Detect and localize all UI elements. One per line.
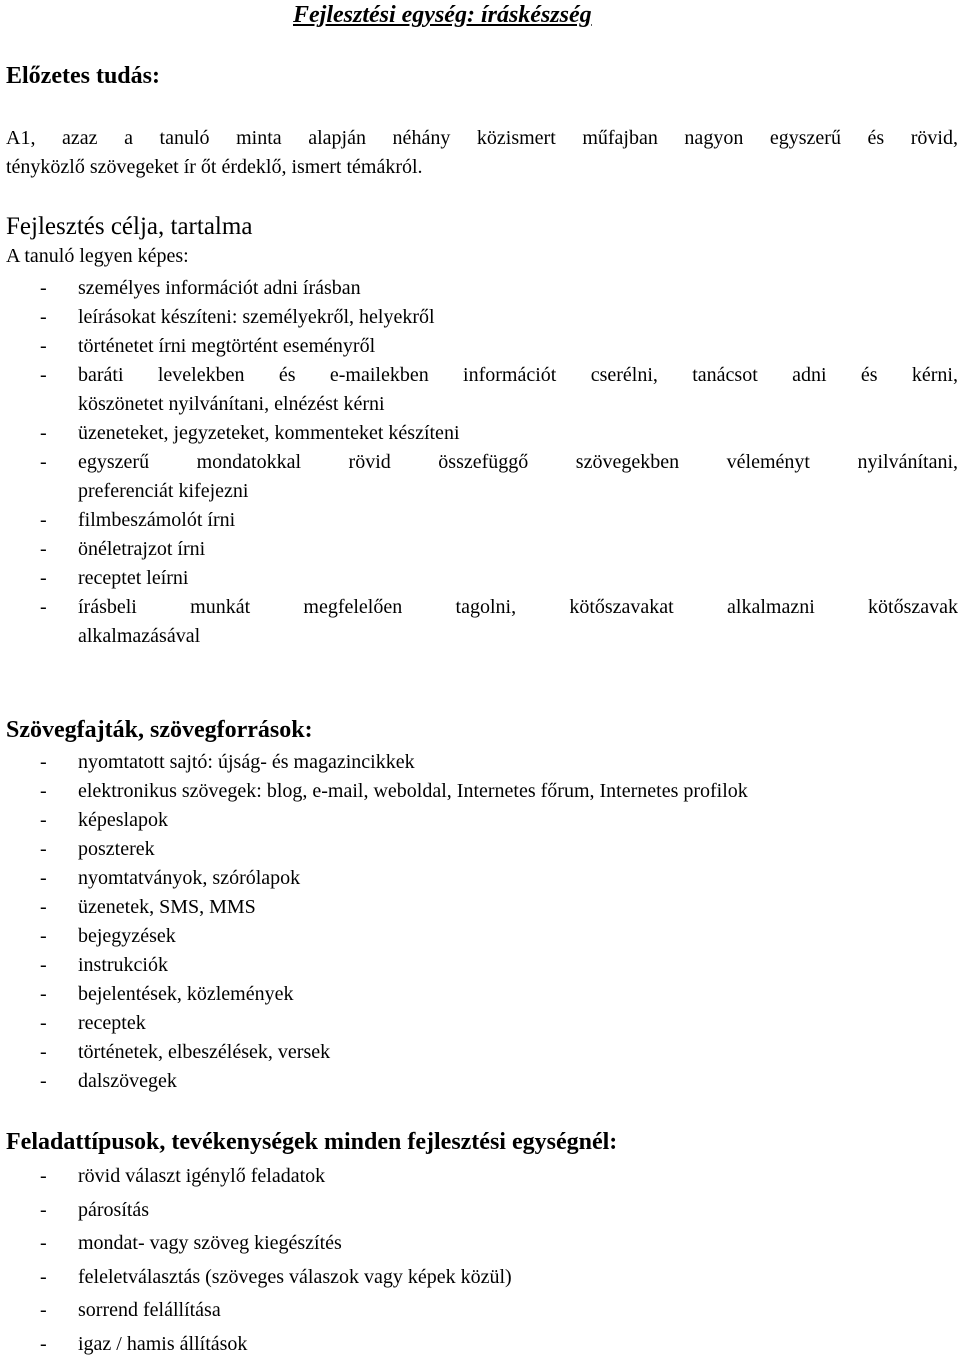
goals-subheading: A tanuló legyen képes: xyxy=(6,245,189,268)
list-item-text: nyomtatott sajtó: újság- és magazincikkek xyxy=(78,748,958,777)
list-item xyxy=(4,564,958,593)
list-item xyxy=(4,361,958,419)
list-item-text: történetek, elbeszélések, versek xyxy=(78,1038,958,1067)
list-dash: - xyxy=(40,864,47,893)
list-item-text: bejegyzések xyxy=(78,922,958,951)
list-item xyxy=(4,864,958,893)
list-dash: - xyxy=(40,332,47,361)
list-item xyxy=(4,1194,958,1228)
list-item-text: receptek xyxy=(78,1009,958,1038)
list-item-text: igaz / hamis állítások xyxy=(78,1328,958,1361)
list-item-text: feleletválasztás (szöveges válaszok vagy képek közül) xyxy=(78,1261,958,1295)
list-item-text: írásbeli munkát megfelelően tagolni, kötőszavakat alkalmazni kötőszavak xyxy=(78,593,958,622)
list-item-text: nyomtatványok, szórólapok xyxy=(78,864,958,893)
list-item xyxy=(4,593,958,651)
list-item xyxy=(4,1038,958,1067)
list-item-text: sorrend felállítása xyxy=(78,1294,958,1328)
list-item xyxy=(4,835,958,864)
prior-knowledge-heading: Előzetes tudás: xyxy=(6,63,160,90)
list-item-text: filmbeszámolót írni xyxy=(78,506,958,535)
list-item xyxy=(4,951,958,980)
list-item-text: párosítás xyxy=(78,1194,958,1228)
prior-knowledge-line-2: tényközlő szövegeket ír őt érdeklő, ismert témákról. xyxy=(6,153,958,182)
list-item-text: bejelentések, közlemények xyxy=(78,980,958,1009)
list-item xyxy=(4,893,958,922)
list-item-text: poszterek xyxy=(78,835,958,864)
prior-knowledge-line-1: A1, azaz a tanuló minta alapján néhány közismert műfajban nagyon egyszerű és rövid, xyxy=(6,124,958,153)
list-item-text: leírásokat készíteni: személyekről, helyekről xyxy=(78,303,958,332)
list-dash: - xyxy=(40,777,47,806)
list-item-text: instrukciók xyxy=(78,951,958,980)
list-dash: - xyxy=(40,980,47,1009)
list-item xyxy=(4,1294,958,1328)
list-dash: - xyxy=(40,361,47,390)
list-dash: - xyxy=(40,748,47,777)
text-types-list xyxy=(4,748,958,1096)
list-item-text: egyszerű mondatokkal rövid összefüggő szövegekben véleményt nyilvánítani, xyxy=(78,448,958,477)
goals-heading: Fejlesztés célja, tartalma xyxy=(6,213,252,241)
prior-knowledge-paragraph xyxy=(6,124,958,182)
list-item xyxy=(4,980,958,1009)
list-item xyxy=(4,448,958,506)
goals-list xyxy=(4,274,958,651)
list-item xyxy=(4,1067,958,1096)
list-dash: - xyxy=(40,303,47,332)
list-item-text: receptet leírni xyxy=(78,564,958,593)
list-item xyxy=(4,922,958,951)
list-item-text-continued: alkalmazásával xyxy=(78,622,958,651)
list-dash: - xyxy=(40,951,47,980)
list-item-text: elektronikus szövegek: blog, e-mail, weboldal, Internetes főrum, Internetes profilok xyxy=(78,777,958,806)
list-item xyxy=(4,274,958,303)
list-dash: - xyxy=(40,922,47,951)
list-dash: - xyxy=(40,1328,47,1361)
list-item-text: üzeneteket, jegyzeteket, kommenteket készíteni xyxy=(78,419,958,448)
list-item-text-continued: köszönetet nyilvánítani, elnézést kérni xyxy=(78,390,958,419)
list-dash: - xyxy=(40,1160,47,1194)
list-dash: - xyxy=(40,1194,47,1228)
list-dash: - xyxy=(40,1261,47,1295)
list-item xyxy=(4,303,958,332)
list-dash: - xyxy=(40,835,47,864)
list-dash: - xyxy=(40,1067,47,1096)
list-dash: - xyxy=(40,893,47,922)
tasks-heading: Feladattípusok, tevékenységek minden fejlesztési egységnél: xyxy=(6,1129,617,1156)
list-dash: - xyxy=(40,564,47,593)
list-item xyxy=(4,1009,958,1038)
list-item xyxy=(4,1227,958,1261)
list-dash: - xyxy=(40,274,47,303)
list-item-text: baráti levelekben és e-mailekben információt cserélni, tanácsot adni és kérni, xyxy=(78,361,958,390)
list-dash: - xyxy=(40,1009,47,1038)
list-item xyxy=(4,806,958,835)
list-item-text: rövid választ igénylő feladatok xyxy=(78,1160,958,1194)
list-dash: - xyxy=(40,535,47,564)
list-dash: - xyxy=(40,1038,47,1067)
tasks-list xyxy=(4,1160,958,1361)
list-dash: - xyxy=(40,506,47,535)
list-item xyxy=(4,506,958,535)
text-types-heading: Szövegfajták, szövegforrások: xyxy=(6,717,313,744)
list-item xyxy=(4,777,958,806)
list-dash: - xyxy=(40,448,47,477)
list-item xyxy=(4,332,958,361)
list-item-text: történetet írni megtörtént eseményről xyxy=(78,332,958,361)
list-item xyxy=(4,1160,958,1194)
list-item xyxy=(4,1328,958,1361)
list-item-text: képeslapok xyxy=(78,806,958,835)
list-dash: - xyxy=(40,419,47,448)
list-item-text: személyes információt adni írásban xyxy=(78,274,958,303)
list-item xyxy=(4,535,958,564)
list-item xyxy=(4,748,958,777)
list-dash: - xyxy=(40,806,47,835)
list-item-text: üzenetek, SMS, MMS xyxy=(78,893,958,922)
list-dash: - xyxy=(40,1227,47,1261)
list-item-text-continued: preferenciát kifejezni xyxy=(78,477,958,506)
list-item xyxy=(4,419,958,448)
list-item-text: dalszövegek xyxy=(78,1067,958,1096)
page-title: Fejlesztési egység: íráskészség xyxy=(293,2,592,29)
list-item-text: mondat- vagy szöveg kiegészítés xyxy=(78,1227,958,1261)
list-item xyxy=(4,1261,958,1295)
list-dash: - xyxy=(40,593,47,622)
list-item-text: önéletrajzot írni xyxy=(78,535,958,564)
list-dash: - xyxy=(40,1294,47,1328)
